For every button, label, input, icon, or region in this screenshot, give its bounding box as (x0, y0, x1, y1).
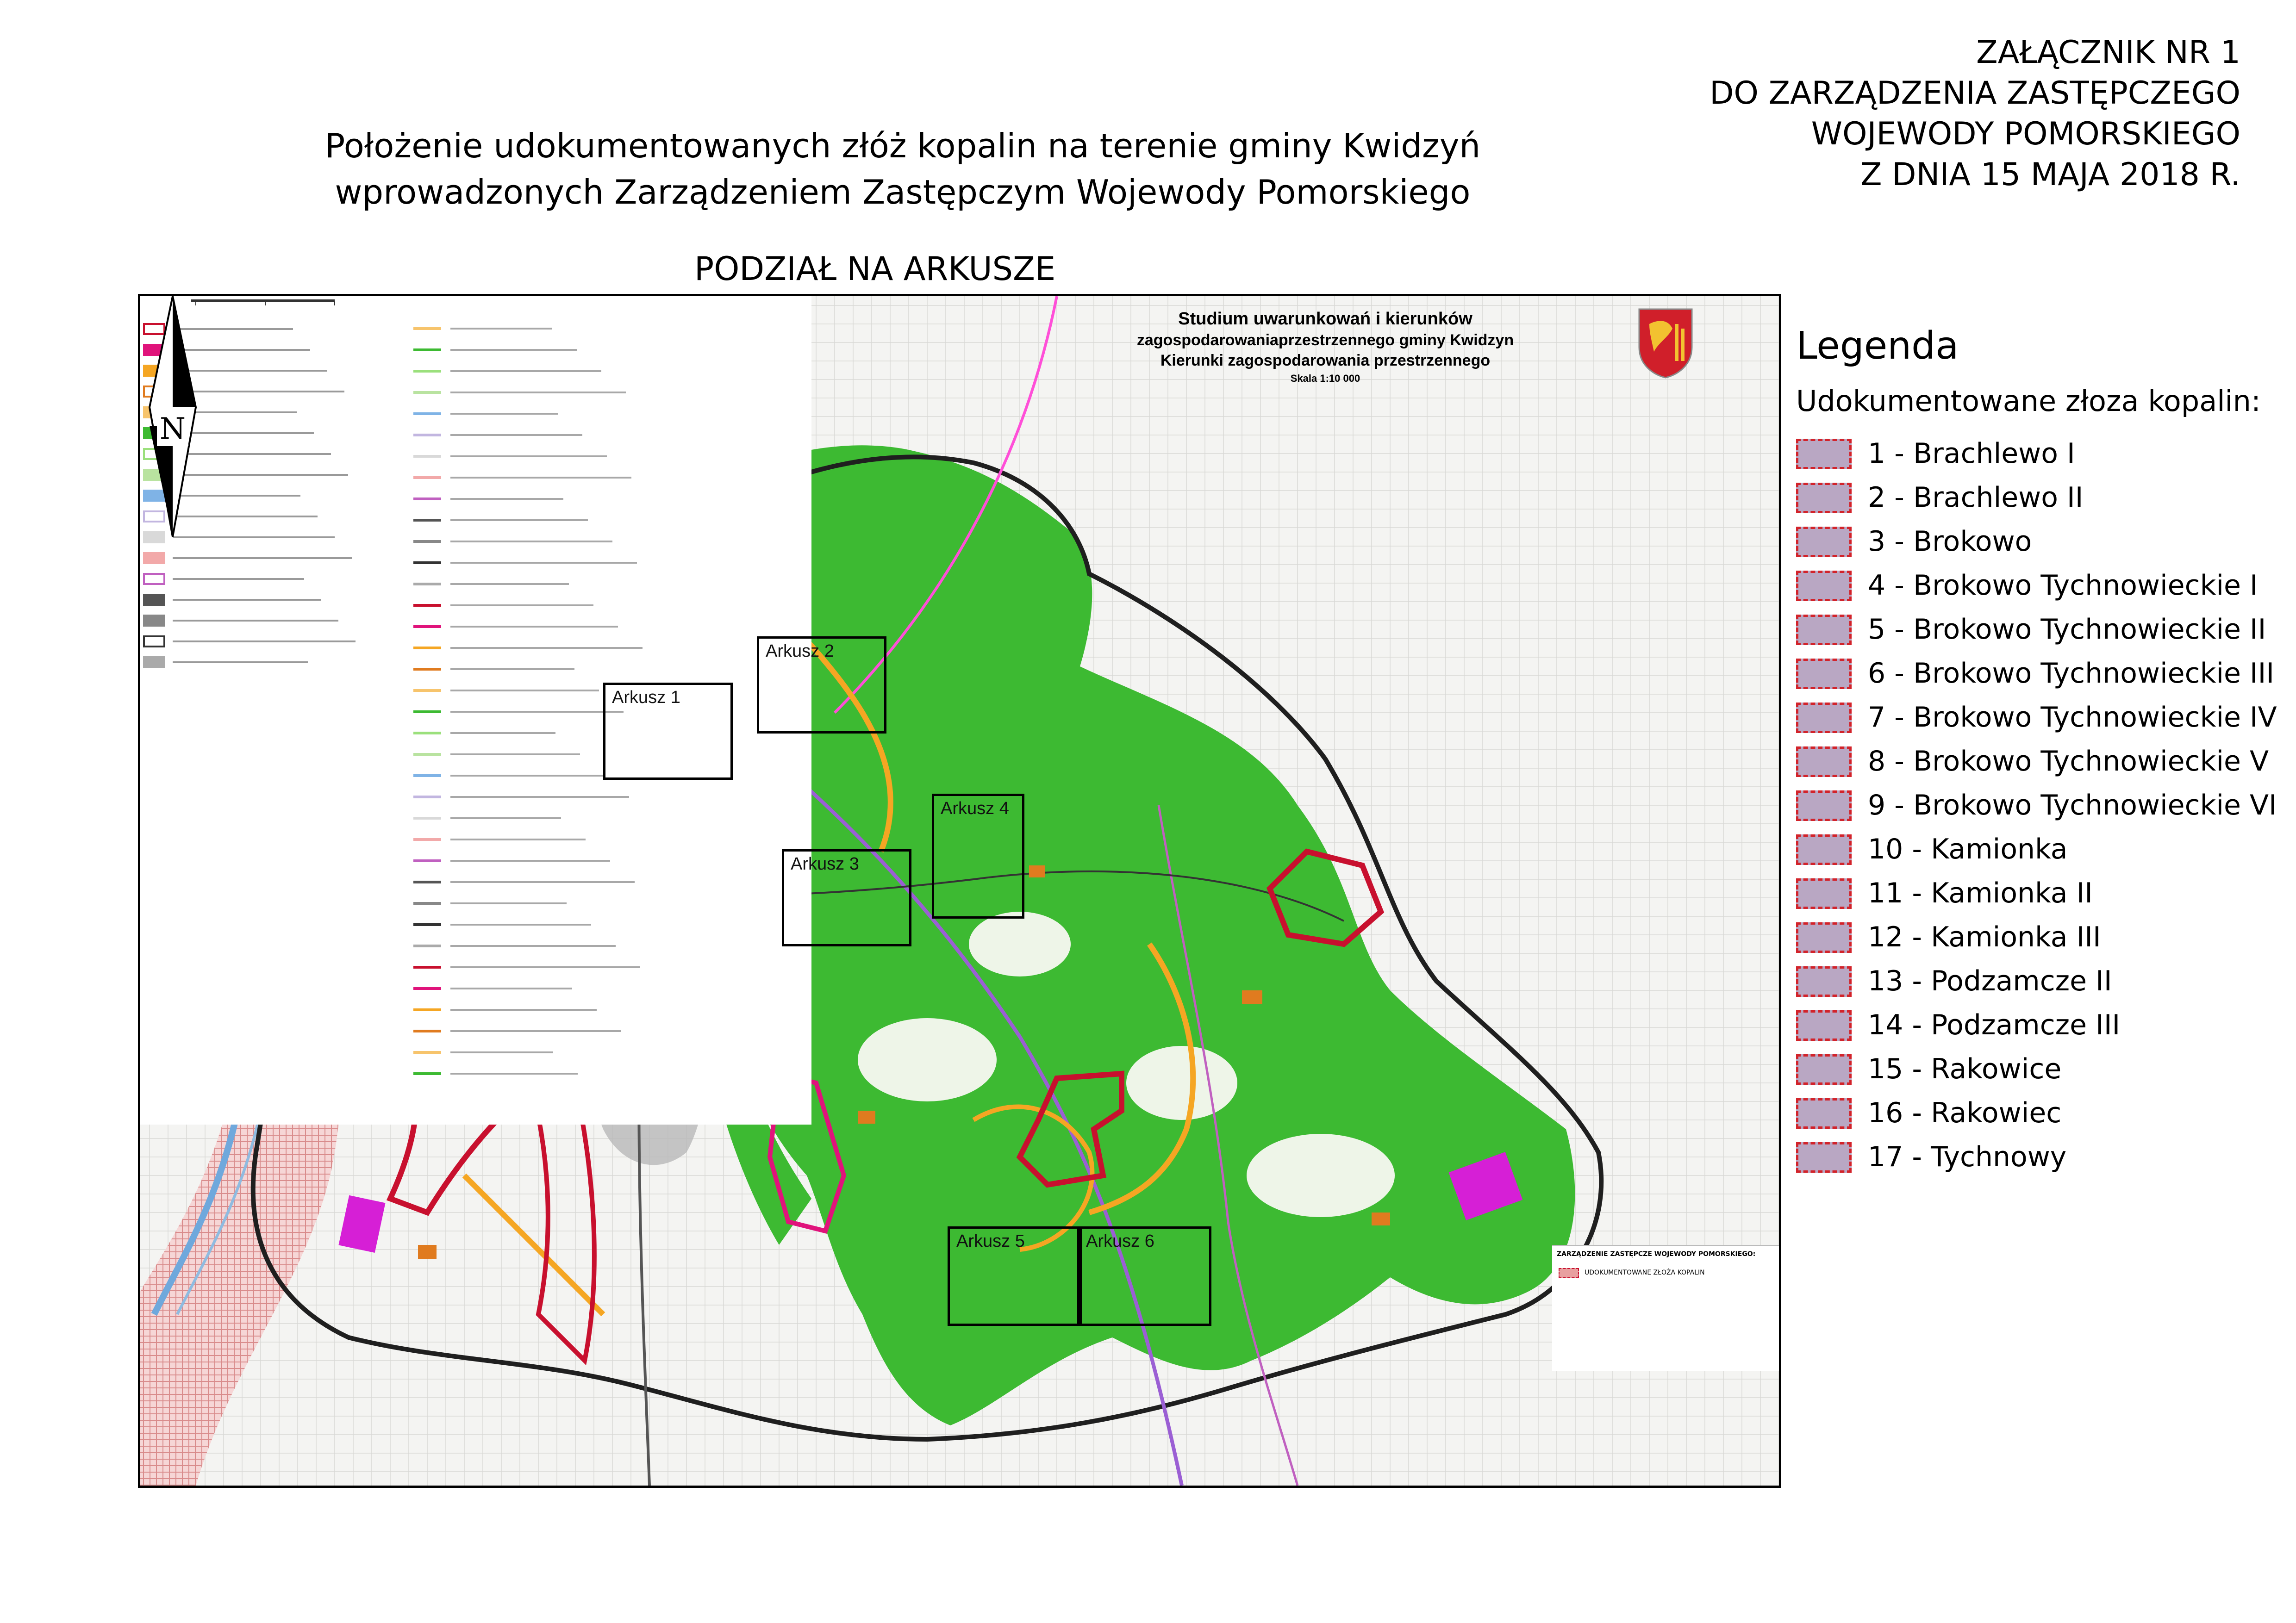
legend-item-label: 6 - Brokowo Tychnowieckie III (1868, 657, 2275, 690)
annex-line-4: Z DNIA 15 MAJA 2018 R. (1860, 156, 2240, 193)
legend-item-label: 13 - Podzamcze II (1868, 965, 2112, 997)
legend-item-label: 16 - Rakowiec (1868, 1097, 2062, 1129)
study-heading (1075, 308, 1575, 386)
legend-item-label: 12 - Kamionka III (1868, 921, 2101, 953)
north-arrow-icon (140, 296, 205, 537)
legend-item-label: 9 - Brokowo Tychnowieckie VI (1868, 789, 2277, 821)
legend-item (1796, 916, 2287, 960)
legend-item-label: 15 - Rakowice (1868, 1053, 2062, 1085)
legend-item (1796, 477, 2287, 521)
legend-swatch (1796, 790, 1852, 821)
plan-legend-swatch (144, 553, 164, 563)
legend-title: Legenda (1796, 324, 1959, 368)
legend-item (1796, 521, 2287, 565)
map-subtitle: PODZIAŁ NA ARKUSZE (694, 250, 1056, 288)
document-title (278, 123, 1528, 215)
legend-swatch (1796, 439, 1852, 469)
legend-swatch (1796, 878, 1852, 909)
north-label: N (160, 412, 186, 446)
plan-legend-swatch (144, 616, 164, 626)
annex-line-1: ZAŁĄCZNIK NR 1 (1976, 34, 2240, 71)
legend-item-label: 14 - Podzamcze III (1868, 1009, 2121, 1041)
legend-item-label: 3 - Brokowo (1868, 525, 2032, 558)
legend-swatch (1796, 1142, 1852, 1173)
study-title-line-1: Studium uwarunkowań i kierunków (1178, 309, 1472, 329)
sheet-4[interactable] (932, 794, 1024, 919)
legend-item-label: 10 - Kamionka (1868, 833, 2068, 865)
legend-item-label: 2 - Brachlewo II (1868, 481, 2084, 514)
study-title-line-3: Kierunki zagospodarowania przestrzennego (1160, 352, 1491, 369)
legend-item (1796, 696, 2287, 740)
legend-item-label: 8 - Brokowo Tychnowieckie V (1868, 745, 2269, 777)
legend-subtitle: Udokumentowane złoza kopalin: (1796, 384, 2261, 418)
title-line-1: Położenie udokumentowanych złóż kopalin na terenie gminy Kwidzyń (324, 126, 1481, 165)
legend-swatch (1796, 1054, 1852, 1085)
annex-line-2: DO ZARZĄDZENIA ZASTĘPCZEGO (1710, 75, 2240, 112)
legend-swatch (1796, 1098, 1852, 1129)
legend-swatch (1796, 571, 1852, 601)
legend-item (1796, 740, 2287, 784)
ordinance-note (1552, 1245, 1781, 1371)
plan-legend-swatch (144, 595, 164, 605)
sheet-5-label: Arkusz 5 (956, 1231, 1025, 1251)
annex-line-3: WOJEWODY POMORSKIEGO (1811, 116, 2240, 152)
legend-swatch (1796, 527, 1852, 557)
annex-header (1620, 32, 2240, 195)
legend-item (1796, 960, 2287, 1004)
legend-item-label: 4 - Brokowo Tychnowieckie I (1868, 569, 2258, 602)
legend-swatch (1796, 659, 1852, 689)
map-panel[interactable] (138, 294, 1781, 1488)
legend-item (1796, 828, 2287, 872)
sheet-2-label: Arkusz 2 (766, 641, 834, 661)
legend-swatch (1796, 746, 1852, 777)
plan-legend-swatch (144, 657, 164, 667)
sheet-1[interactable] (603, 683, 733, 780)
sheet-5[interactable] (948, 1226, 1082, 1326)
map-scale: Skala 1:10 000 (1290, 373, 1360, 384)
legend-swatch (1796, 483, 1852, 513)
legend-item (1796, 565, 2287, 609)
legend-swatch (1796, 703, 1852, 733)
sheet-1-label: Arkusz 1 (612, 688, 680, 707)
title-line-2: wprowadzonych Zarządzeniem Zastępczym Wojewody Pomorskiego (335, 173, 1471, 211)
legend-item (1796, 1136, 2287, 1180)
legend-item (1796, 1048, 2287, 1092)
legend-item (1796, 872, 2287, 916)
legend-item-label: 7 - Brokowo Tychnowieckie IV (1868, 701, 2277, 734)
legend-item (1796, 653, 2287, 696)
sheet-2[interactable] (757, 636, 886, 734)
legend-swatch (1796, 922, 1852, 953)
coat-of-arms-icon (1635, 305, 1696, 379)
legend-item (1796, 433, 2287, 477)
ordinance-swatch (1559, 1268, 1579, 1278)
ordinance-title: ZARZĄDZENIE ZASTĘPCZE WOJEWODY POMORSKIEGO: (1557, 1250, 1756, 1258)
legend-swatch (1796, 966, 1852, 997)
legend-swatch (1796, 1010, 1852, 1041)
legend-item (1796, 784, 2287, 828)
sheet-4-label: Arkusz 4 (941, 799, 1009, 818)
legend-swatch (1796, 834, 1852, 865)
legend-item (1796, 1092, 2287, 1136)
ordinance-item: UDOKUMENTOWANE ZŁOŻA KOPALIN (1585, 1269, 1705, 1276)
sheet-6[interactable] (1077, 1226, 1211, 1326)
legend-item-label: 1 - Brachlewo I (1868, 437, 2075, 470)
sheet-6-label: Arkusz 6 (1086, 1231, 1154, 1251)
legend-item-label: 5 - Brokowo Tychnowieckie II (1868, 613, 2266, 646)
legend-item (1796, 609, 2287, 653)
sheet-3[interactable] (782, 849, 911, 946)
legend-item (1796, 1004, 2287, 1048)
legend-swatch (1796, 615, 1852, 645)
legend-item-label: 11 - Kamionka II (1868, 877, 2093, 909)
legend-item-label: 17 - Tychnowy (1868, 1141, 2067, 1173)
study-title-line-2: zagospodarowaniaprzestrzennego gminy Kwidzyn (1136, 331, 1514, 349)
legend-list (1796, 433, 2287, 1180)
sheet-3-label: Arkusz 3 (791, 854, 859, 874)
